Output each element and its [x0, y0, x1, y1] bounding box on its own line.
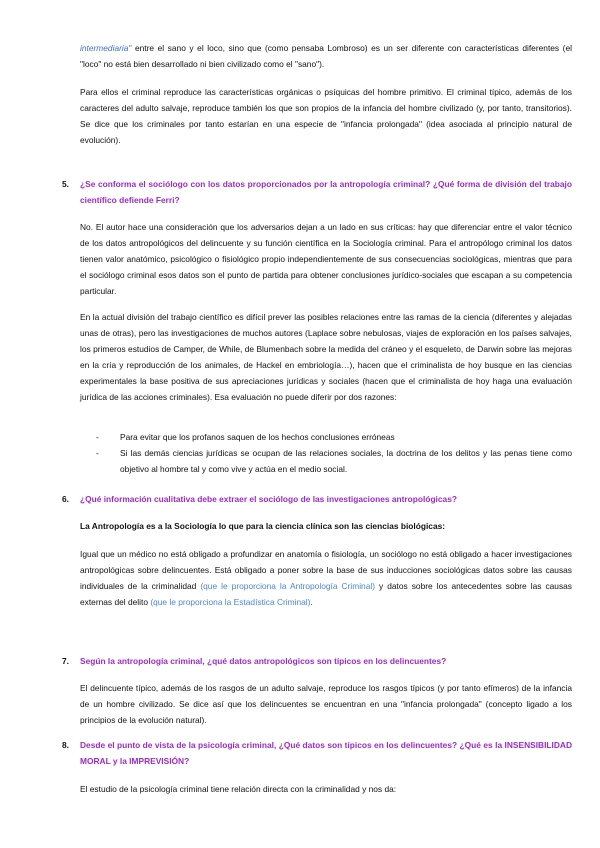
question-8 [62, 737, 572, 769]
bullet-marker: - [96, 448, 99, 458]
question-8-text: Desde el punto de vista de la psicología criminal, ¿Qué datos son típicos en los delincuentes? ¿Qué es la INSENSIBILIDAD MORAL y la IMPREVISIÓN? [80, 740, 572, 766]
q6-paragraph [80, 546, 572, 610]
list-item [96, 429, 572, 445]
q5-bullet-1: Para evitar que los profanos saquen de los hechos conclusiones erróneas [120, 432, 395, 442]
question-5 [62, 176, 572, 208]
q6-paragraph-part-a: Igual que un médico no está obligado a profundizar en anatomía o fisiología, un sociólogo no está obligado a hacer investigaciones antropológicas sobre delincuentes. Está obligado a poner sobre la base de sus inducciones sociológicas datos sobre las causas individuales de la criminalidad [80, 549, 572, 591]
list-item [96, 445, 572, 477]
q6-paragraph-part-b: y datos sobre los antecedentes sobre las causas externas del delito [80, 581, 572, 607]
q8-paragraph: El estudio de la psicología criminal tiene relación directa con la criminalidad y nos da: [80, 784, 397, 794]
intro-link-text[interactable]: intermediaria" [80, 43, 132, 53]
intro-paragraph-1-text: entre el sano y el loco, sino que (como pensaba Lombroso) es un ser diferente con características diferentes (el "loco" no está bien desarrollado ni bien civilizado como el "sano"). [80, 43, 572, 69]
q5-bullet-list [96, 429, 572, 477]
q6-link-estadistica[interactable]: (que le proporciona la Estadística Criminal) [150, 597, 311, 607]
question-6-text: ¿Qué información cualitativa debe extraer el sociólogo de las investigaciones antropológicas? [80, 494, 457, 504]
question-6-number: 6. [62, 494, 69, 504]
question-8-number: 8. [62, 740, 69, 750]
q5-paragraph-2: En la actual división del trabajo científico es difícil prever las posibles relaciones entre las ramas de la ciencia (diferentes y alejadas unas de otras), pero las investigaciones de muchos autores (Laplace sobre nebulosas, viajes de exploración en los países salvajes, los primeros estudios de Camper, de While, de Blumenbach sobre la medida del cráneo y el esqueleto, de Darwin sobre las mejoras en la cría y reproducción de los animales, de Hackel en embriología…), hacen que el criminalista de hoy busque en las ciencias experimentales la base positiva de sus apreciaciones jurídicas y sociales (hacen que el criminalista de hoy haga una evaluación jurídica de las acciones criminales). Esa evaluación no puede diferir por dos razones: [80, 312, 572, 402]
intro-paragraph-2: Para ellos el criminal reproduce las características orgánicas o psíquicas del hombre primitivo. El criminal típico, además de los caracteres del adulto salvaje, reproduce también los que son propios de la infancia del hombre civilizado (y, por tanto, transitorios). Se dice que los criminales por tanto estarían en una especie de "infancia prolongada" (idea asociada al principio natural de evolución). [80, 87, 572, 145]
q5-paragraph-1: No. El autor hace una consideración que los adversarios dejan a un lado en sus críticas: hay que diferenciar entre el valor técnico de los datos antropológicos del delincuente y su función científica en la Sociología criminal. Para el antropólogo criminal los datos tienen valor anatómico, psicológico o fisiológico propio independientemente de sus consecuencias sociológicas, mientras que para el sociólogo criminal esos datos son el punto de partida para obtener conclusiones jurídico-sociales que escapan a su competencia particular. [80, 222, 572, 296]
q7-paragraph: El delincuente típico, además de los rasgos de un adulto salvaje, reproduce los rasgos típicos (y por tanto efímeros) de la infancia de un hombre civilizado. Se dice así que los delincuentes se encuentran en una "infancia prolongada" (concepto ligado a los principios de la evolución natural). [80, 683, 572, 725]
bullet-marker: - [96, 432, 99, 442]
q6-paragraph-part-c: . [310, 597, 313, 607]
question-5-number: 5. [62, 179, 69, 189]
question-7-number: 7. [62, 656, 69, 666]
question-5-text: ¿Se conforma el sociólogo con los datos proporcionados por la antropología criminal? ¿Qué forma de división del trabajo científico defiende Ferri? [80, 179, 572, 205]
q6-subheading: La Antropología es a la Sociología lo que para la ciencia clínica son las ciencias biológicas: [80, 521, 446, 531]
q6-link-antropologia[interactable]: (que le proporciona la Antropología Criminal) [200, 581, 376, 591]
intro-paragraph-1 [80, 40, 572, 72]
question-7 [62, 653, 572, 669]
question-7-text: Según la antropología criminal, ¿qué datos antropológicos son típicos en los delincuentes? [80, 656, 447, 666]
question-6 [62, 491, 572, 507]
q5-bullet-2: Si las demás ciencias jurídicas se ocupan de las relaciones sociales, la doctrina de los delitos y las penas tiene como objetivo al hombre tal y como vive y actúa en el medio social. [120, 448, 572, 474]
